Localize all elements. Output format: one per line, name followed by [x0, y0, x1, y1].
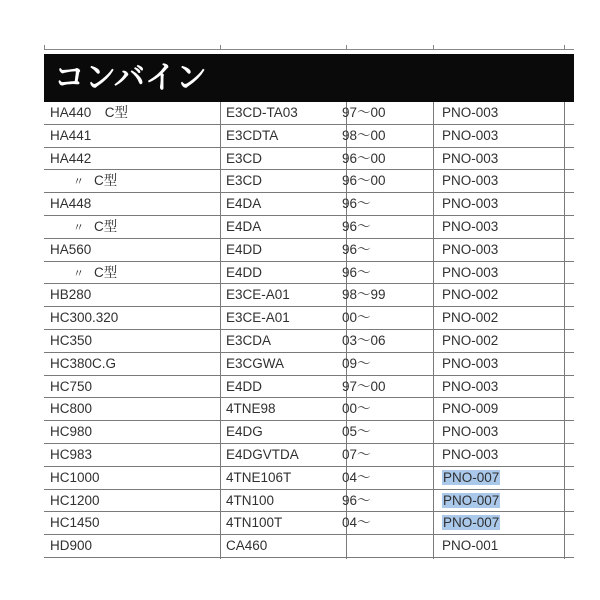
part-number-cell [442, 444, 498, 467]
part-number-cell [442, 535, 498, 558]
engine-cell: E4DA [226, 218, 262, 234]
engine-cell: CA460 [226, 538, 268, 554]
part-number-label: PNO-002 [442, 310, 499, 326]
model-cell: HA442 [50, 150, 92, 166]
engine-cell: E3CE-A01 [226, 287, 290, 303]
part-number-cell [442, 216, 498, 239]
engine-cell: E3CD-TA03 [226, 105, 298, 120]
table-row [44, 307, 574, 330]
engine-cell: E4DG [226, 424, 263, 440]
part-number-cell [442, 376, 498, 399]
engine-cell: E3CGWA [226, 355, 285, 371]
year-cell: 04～ [342, 469, 371, 485]
model-label: C型 [94, 264, 118, 280]
model-cell: HC800 [50, 401, 93, 417]
part-number-label: PNO-003 [442, 446, 499, 462]
column-tick [346, 45, 347, 50]
part-number-label: PNO-003 [442, 218, 499, 234]
part-number-label: PNO-003 [442, 241, 499, 257]
part-number-cell [442, 170, 498, 193]
year-cell: 96～ [342, 241, 371, 257]
part-number-cell [442, 512, 500, 535]
column-tick [433, 45, 434, 50]
part-number-cell [442, 421, 498, 444]
year-cell: 09～ [342, 355, 371, 371]
year-cell: 96～ [342, 492, 371, 508]
part-number-cell [442, 490, 500, 513]
engine-cell: E4DD [226, 264, 263, 280]
model-cell: HA448 [50, 196, 92, 212]
category-header [44, 54, 574, 102]
model-cell [50, 170, 117, 193]
column-tick [44, 45, 45, 50]
part-number-label: PNO-003 [442, 173, 499, 189]
engine-cell: 4TN100 [226, 492, 275, 508]
year-cell: 05～ [342, 424, 371, 440]
engine-cell: 4TNE98 [226, 401, 276, 417]
year-cell: 97～00 [342, 378, 386, 394]
engine-cell: E4DGVTDA [226, 446, 299, 462]
engine-cell: 4TNE106T [226, 469, 292, 485]
model-cell: HC1200 [50, 492, 100, 508]
model-cell: HC1000 [50, 469, 100, 485]
part-number-cell [442, 125, 498, 148]
engine-cell: E3CE-A01 [226, 310, 290, 326]
year-cell: 96～00 [342, 173, 386, 189]
year-cell: 04～ [342, 515, 371, 531]
part-number-label: PNO-007 [443, 492, 500, 508]
model-label: C型 [94, 173, 118, 189]
engine-cell: E3CD [226, 173, 263, 189]
table-row [44, 102, 574, 125]
part-number-label: PNO-003 [442, 196, 499, 212]
part-number-label: PNO-003 [442, 150, 499, 166]
year-cell: 98～99 [342, 287, 386, 303]
part-number-cell [442, 467, 500, 490]
model-table [44, 102, 574, 558]
year-cell: 03～06 [342, 332, 386, 348]
engine-cell: E4DD [226, 378, 263, 394]
table-row [44, 490, 574, 513]
engine-cell: E3CDA [226, 332, 272, 348]
year-cell: 97～00 [342, 105, 386, 120]
table-row [44, 170, 574, 193]
engine-cell: E4DA [226, 196, 262, 212]
part-number-cell [442, 102, 498, 125]
year-cell: 98～00 [342, 127, 386, 143]
part-number-label: PNO-009 [442, 401, 499, 417]
column-tick [220, 45, 221, 50]
engine-cell: E3CDTA [226, 127, 279, 143]
category-title: コンバイン [54, 60, 207, 96]
model-cell [50, 216, 117, 239]
part-number-label: PNO-002 [442, 332, 499, 348]
year-cell: 00～ [342, 401, 371, 417]
table-row [44, 239, 574, 262]
part-number-label: PNO-007 [443, 469, 500, 485]
part-number-cell [442, 398, 498, 421]
part-number-cell [442, 148, 498, 171]
column-tick [564, 45, 565, 50]
part-number-cell [442, 353, 498, 376]
model-cell: HC300.320 [50, 310, 119, 326]
table-row [44, 193, 574, 216]
table-row [44, 376, 574, 399]
ditto-mark-icon: 〃 [73, 221, 84, 234]
table-row [44, 398, 574, 421]
model-cell: HC380C.G [50, 355, 117, 371]
part-number-cell [442, 330, 498, 353]
part-number-cell [442, 239, 498, 262]
part-number-label: PNO-003 [442, 378, 499, 394]
model-cell: HC980 [50, 424, 93, 440]
table-row [44, 353, 574, 376]
engine-cell: E3CD [226, 150, 263, 166]
part-number-cell [442, 193, 498, 216]
part-number-label: PNO-007 [443, 515, 500, 531]
model-label: C型 [94, 218, 118, 234]
part-number-label: PNO-001 [442, 538, 499, 554]
table-row [44, 444, 574, 467]
ditto-mark-icon: 〃 [73, 267, 84, 280]
engine-cell: 4TN100T [226, 515, 283, 531]
table-row [44, 330, 574, 353]
model-cell [50, 262, 117, 285]
part-number-label: PNO-003 [442, 127, 499, 143]
engine-cell: E4DD [226, 241, 263, 257]
table-row [44, 284, 574, 307]
year-cell: 96～00 [342, 150, 386, 166]
part-number-cell [442, 307, 498, 330]
part-number-label: PNO-003 [442, 424, 499, 440]
model-cell: HA560 [50, 241, 92, 257]
part-number-cell [442, 262, 498, 285]
year-cell: 00～ [342, 310, 371, 326]
year-cell: 96～ [342, 196, 371, 212]
model-cell: HA440 C型 [50, 105, 129, 120]
model-cell: HC350 [50, 332, 93, 348]
part-number-label: PNO-002 [442, 287, 499, 303]
top-rule [44, 49, 574, 50]
table-row [44, 512, 574, 535]
table-row [44, 216, 574, 239]
part-number-label: PNO-003 [442, 105, 499, 120]
model-cell: HC1450 [50, 515, 100, 531]
ditto-mark-icon: 〃 [73, 176, 84, 189]
model-cell: HD900 [50, 538, 93, 554]
model-cell: HB280 [50, 287, 92, 303]
table-row [44, 148, 574, 171]
table-row [44, 467, 574, 490]
year-cell: 96～ [342, 264, 371, 280]
table-row [44, 262, 574, 285]
part-number-label: PNO-003 [442, 264, 499, 280]
table-row [44, 421, 574, 444]
table-row [44, 535, 574, 558]
model-cell: HC750 [50, 378, 93, 394]
model-cell: HC983 [50, 446, 93, 462]
year-cell: 07～ [342, 446, 371, 462]
year-cell: 96～ [342, 218, 371, 234]
table-row [44, 125, 574, 148]
part-number-label: PNO-003 [442, 355, 499, 371]
model-cell: HA441 [50, 127, 92, 143]
part-number-cell [442, 284, 498, 307]
